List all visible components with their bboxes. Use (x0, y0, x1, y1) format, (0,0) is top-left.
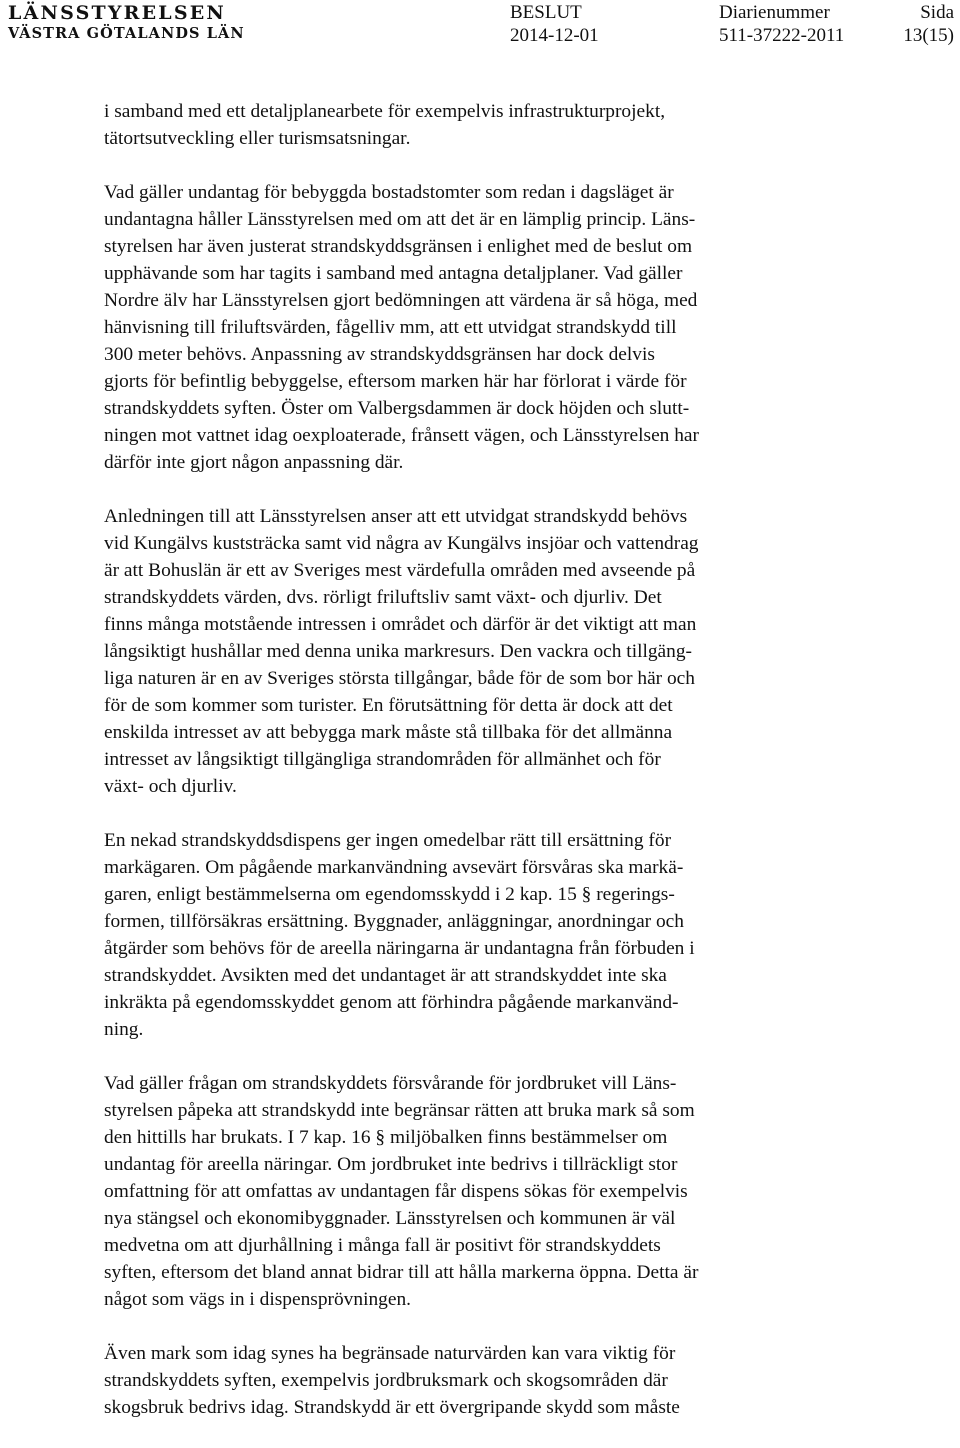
document-type: BESLUT (510, 2, 582, 23)
paragraph-line: inkräkta på egendomsskyddet genom att förhindra pågående markanvänd- (104, 992, 679, 1013)
paragraph-line: formen, tillförsäkras ersättning. Byggnader, anläggningar, anordningar och (104, 911, 684, 932)
paragraph-line: gjorts för befintlig bebyggelse, eftersom marken här har förlorat i värde för (104, 371, 687, 392)
paragraph-line: garen, enligt bestämmelserna om egendomsskydd i 2 kap. 15 § regerings- (104, 884, 675, 905)
paragraph-line: Anledningen till att Länsstyrelsen anser att ett utvidgat strandskydd behövs (104, 506, 688, 527)
paragraph-line: liga naturen är en av Sveriges största tillgångar, både för de som bor här och (104, 668, 695, 689)
paragraph-line: Även mark som idag synes ha begränsade naturvärden kan vara viktig för (104, 1343, 676, 1364)
paragraph-line: i samband med ett detaljplanearbete för exempelvis infrastrukturprojekt, (104, 101, 666, 122)
paragraph-line: för de som kommer som turister. En förutsättning för detta är dock att det (104, 695, 673, 716)
paragraph-line: styrelsen har även justerat strandskyddsgränsen i enlighet med de beslut om (104, 236, 693, 257)
paragraph-line: nya stängsel och ekonomibyggnader. Länsstyrelsen och kommunen är väl (104, 1208, 676, 1229)
decision-info (510, 1, 599, 47)
body-paragraph (104, 1070, 834, 1313)
paragraph-line: strandskyddets värden, dvs. rörligt friluftsliv samt växt- och djurliv. Det (104, 587, 662, 608)
page-header (0, 0, 960, 50)
body-paragraph (104, 1340, 834, 1421)
paragraph-line: strandskyddet. Avsikten med det undantaget är att strandskyddet inte ska (104, 965, 667, 986)
paragraph-line: 300 meter behövs. Anpassning av strandskyddsgränsen har dock delvis (104, 344, 655, 365)
paragraph-line: är att Bohuslän är ett av Sveriges mest värdefulla områden med avseende på (104, 560, 696, 581)
paragraph-line: ningen mot vattnet idag oexploaterade, frånsett vägen, och Länsstyrelsen har (104, 425, 699, 446)
case-number-info (719, 1, 844, 47)
paragraph-line: undantagna håller Länsstyrelsen med om att det är en lämplig princip. Läns- (104, 209, 696, 230)
paragraph-line: finns många motstående intressen i området och därför är det viktigt att man (104, 614, 697, 635)
paragraph-line: intresset av långsiktigt tillgängliga strandområden för allmänhet och för (104, 749, 661, 770)
body-paragraph (104, 179, 834, 476)
body-paragraph (104, 827, 834, 1043)
paragraph-line: långsiktigt hushållar med denna unika markresurs. Den vackra och tillgäng- (104, 641, 693, 662)
paragraph-line: omfattning för att omfattas av undantagen får dispens sökas för exempelvis (104, 1181, 688, 1202)
paragraph-line: medvetna om att djurhållning i många fall är positivt för strandskyddets (104, 1235, 661, 1256)
paragraph-line: därför inte gjort någon anpassning där. (104, 452, 404, 473)
paragraph-line: Vad gäller frågan om strandskyddets försvårande för jordbruket vill Läns- (104, 1073, 677, 1094)
logo-line-2: VÄSTRA GÖTALANDS LÄN (8, 25, 245, 42)
paragraph-line: hänvisning till friluftsvärden, fågelliv mm, att ett utvidgat strandskydd till (104, 317, 677, 338)
paragraph-line: åtgärder som behövs för de areella näringarna är undantagna från förbuden i (104, 938, 695, 959)
paragraph-line: syften, eftersom det bland annat bidrar till att hålla markerna öppna. Detta är (104, 1262, 699, 1283)
paragraph-line: strandskyddets syften, exempelvis jordbruksmark och skogsområden där (104, 1370, 668, 1391)
body-paragraph (104, 98, 834, 152)
paragraph-line: vid Kungälvs kuststräcka samt vid några av Kungälvs insjöar och vattendrag (104, 533, 699, 554)
document-body (104, 98, 834, 1448)
paragraph-line: undantag för areella näringar. Om jordbruket inte bedrivs i tillräckligt stor (104, 1154, 678, 1175)
paragraph-line: styrelsen påpeka att strandskydd inte begränsar rätten att bruka mark så som (104, 1100, 695, 1121)
page-label: Sida (920, 2, 954, 23)
paragraph-line: tätortsutveckling eller turismsatsningar. (104, 128, 411, 149)
paragraph-line: växt- och djurliv. (104, 776, 237, 797)
page-info (903, 1, 954, 47)
logo-line-1: LÄNSSTYRELSEN (8, 2, 226, 24)
page-number: 13(15) (903, 25, 954, 46)
paragraph-line: strandskyddets syften. Öster om Valbergsdammen är dock höjden och slutt- (104, 398, 690, 419)
paragraph-line: den hittills har brukats. I 7 kap. 16 § miljöbalken finns bestämmelser om (104, 1127, 668, 1148)
paragraph-line: En nekad strandskyddsdispens ger ingen omedelbar rätt till ersättning för (104, 830, 672, 851)
decision-date: 2014-12-01 (510, 25, 599, 46)
paragraph-line: markägaren. Om pågående markanvändning avsevärt försvåras ska markä- (104, 857, 684, 878)
paragraph-line: Vad gäller undantag för bebyggda bostadstomter som redan i dagsläget är (104, 182, 674, 203)
body-paragraph (104, 503, 834, 800)
paragraph-line: Nordre älv har Länsstyrelsen gjort bedömningen att värdena är så höga, med (104, 290, 698, 311)
paragraph-line: något som vägs in i dispensprövningen. (104, 1289, 411, 1310)
paragraph-line: upphävande som har tagits i samband med antagna detaljplaner. Vad gäller (104, 263, 683, 284)
paragraph-line: enskilda intresset av att bebygga mark måste stå tillbaka för det allmänna (104, 722, 673, 743)
case-number-label: Diarienummer (719, 2, 830, 23)
authority-logo (8, 2, 245, 44)
paragraph-line: skogsbruk bedrivs idag. Strandskydd är ett övergripande skydd som måste (104, 1397, 680, 1418)
case-number: 511-37222-2011 (719, 25, 845, 46)
paragraph-line: ning. (104, 1019, 144, 1040)
